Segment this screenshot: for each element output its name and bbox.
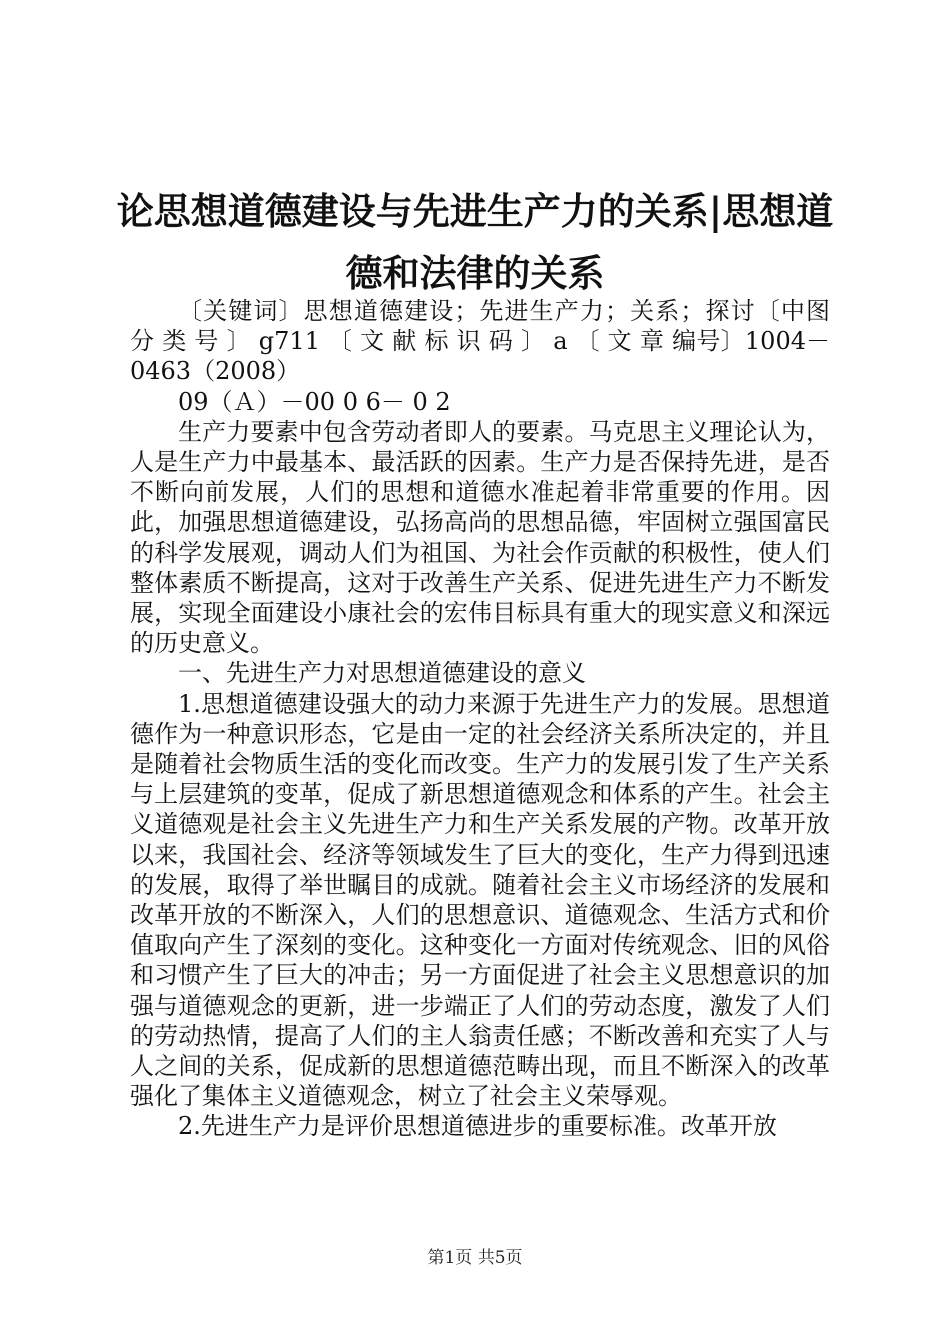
keywords-paragraph: 〔关键词〕思想道德建设；先进生产力；关系；探讨〔中图 分 类 号 〕 g711 〔 文 献 标 识 码 〕 a 〔 文 章 编号〕1004－0463（2008） <box>130 297 830 386</box>
body-paragraph: 1.思想道德建设强大的动力来源于先进生产力的发展。思想道德作为一种意识形态，它是由一定的社会经济关系所决定的，并且是随着社会物质生活的变化而改变。生产力的发展引发了生产关系与上层建筑的变革，促成了新思想道德观念和体系的产生。社会主义道德观是社会主义先进生产力和生产关系发展的产物。改革开放以来，我国社会、经济等领域发生了巨大的变化，生产力得到迅速的发展，取得了举世瞩目的成就。随着社会主义市场经济的发展和改革开放的不断深入，人们的思想意识、道德观念、生活方式和价值取向产生了深刻的变化。这种变化一方面对传统观念、旧的风俗和习惯产生了巨大的冲击；另一方面促进了社会主义思想意识的加强与道德观念的更新，进一步端正了人们的劳动态度，激发了人们的劳动热情，提高了人们的主人翁责任感；不断改善和充实了人与人之间的关系，促成新的思想道德范畴出现，而且不断深入的改革强化了集体主义道德观念，树立了社会主义荣辱观。 <box>130 689 830 1111</box>
section-heading: 一、先进生产力对思想道德建设的意义 <box>178 659 586 688</box>
page-title: 论思想道德建设与先进生产力的关系|思想道德和法律的关系 <box>116 189 834 295</box>
document-body <box>130 296 830 1142</box>
page-number-footer: 第1页 共5页 <box>427 1248 523 1268</box>
body-paragraph: 2.先进生产力是评价思想道德进步的重要标准。改革开放 <box>178 1112 777 1141</box>
intro-paragraph: 生产力要素中包含劳动者即人的要素。马克思主义理论认为，人是生产力中最基本、最活跃的因素。生产力是否保持先进，是否不断向前发展，人们的思想和道德水准起着非常重要的作用。因此，加强思想道德建设，弘扬高尚的思想品德，牢固树立强国富民的科学发展观，调动人们为祖国、为社会作贡献的积极性，使人们整体素质不断提高，这对于改善生产关系、促进先进生产力不断发展，实现全面建设小康社会的宏伟目标具有重大的现实意义和深远的历史意义。 <box>130 417 830 658</box>
article-number-line: 09（Ａ）－00 0 6－ 0 2 <box>178 387 451 416</box>
